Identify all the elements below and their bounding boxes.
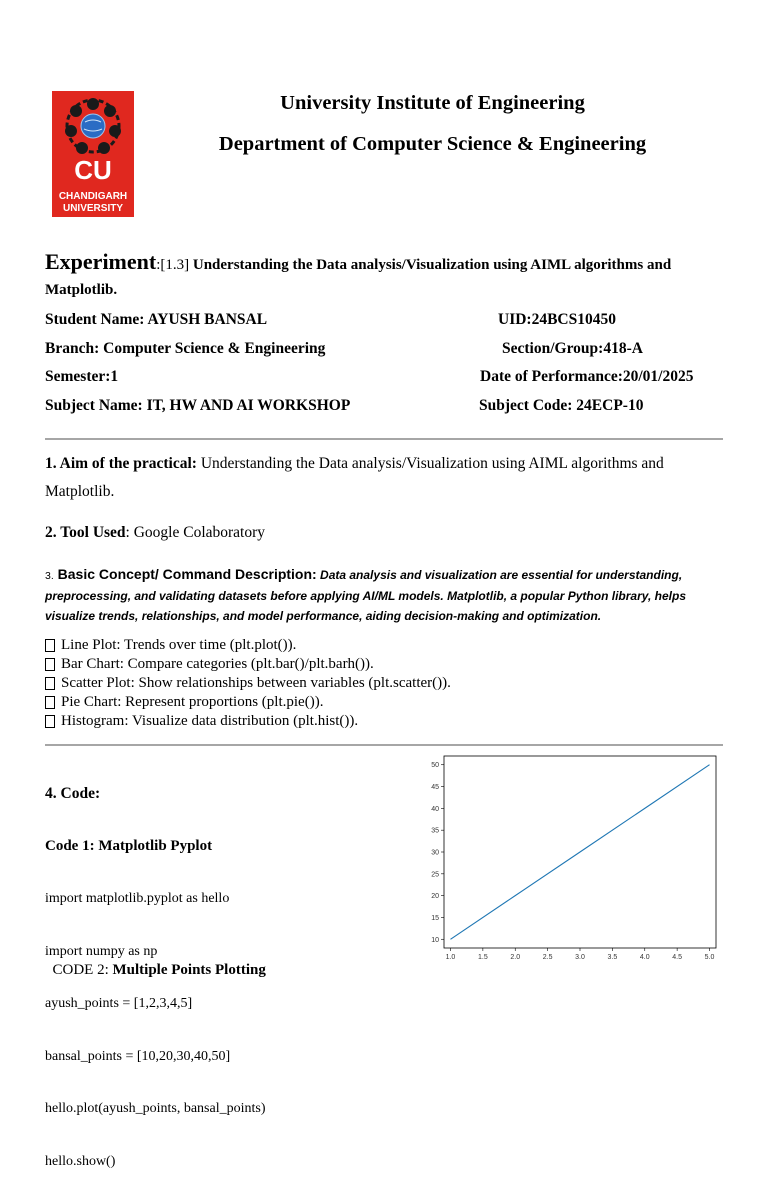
tool-text: : Google Colaboratory xyxy=(126,524,265,541)
uid: UID:24BCS10450 xyxy=(498,311,616,329)
list-item: Scatter Plot: Show relationships between variables (plt.scatter()). xyxy=(45,674,605,693)
subject-name: Subject Name: IT, HW AND AI WORKSHOP xyxy=(45,397,350,415)
code-line: bansal_points = [10,20,30,40,50] xyxy=(45,1048,265,1066)
y-tick-label: 15 xyxy=(431,915,439,922)
section-group: Section/Group:418-A xyxy=(502,340,643,358)
tool-section xyxy=(45,519,735,547)
experiment-heading xyxy=(45,249,735,303)
code2-title: Multiple Points Plotting xyxy=(113,962,266,978)
y-tick-label: 45 xyxy=(431,784,439,791)
x-tick-label: 1.0 xyxy=(446,954,456,961)
university-logo xyxy=(52,91,134,217)
gear-globe-icon xyxy=(65,98,121,154)
date-of-performance: Date of Performance:20/01/2025 xyxy=(480,368,693,386)
x-tick-label: 2.0 xyxy=(510,954,520,961)
y-tick-label: 35 xyxy=(431,828,439,835)
code2-heading xyxy=(45,944,266,979)
x-tick-label: 2.5 xyxy=(543,954,553,961)
list-item: Pie Chart: Represent proportions (plt.pie()). xyxy=(45,693,605,712)
concept-text: Data analysis and visualization are essential for understanding, preprocessing, and validating datasets before applying AI/ML models. Matplotlib, a popular Python library, helps visualize trends, relationships, and model performance, aiding decision-making and optimization. xyxy=(45,568,686,623)
logo-name-line2: UNIVERSITY xyxy=(63,203,123,214)
checkbox-glyph-icon xyxy=(45,658,55,671)
subject-code: Subject Code: 24ECP-10 xyxy=(479,397,643,415)
list-item: Bar Chart: Compare categories (plt.bar()/plt.barh()). xyxy=(45,655,605,674)
y-tick-label: 50 xyxy=(431,762,439,769)
experiment-number: :[1.3] xyxy=(156,257,189,273)
code-line: import numpy as np xyxy=(45,943,265,961)
checkbox-glyph-icon xyxy=(45,696,55,709)
aim-section xyxy=(45,450,735,506)
x-tick-label: 1.5 xyxy=(478,954,488,961)
divider xyxy=(45,438,723,440)
x-tick-label: 3.5 xyxy=(608,954,618,961)
y-tick-label: 25 xyxy=(431,871,439,878)
experiment-label: Experiment xyxy=(45,249,156,274)
tool-label: 2. Tool Used xyxy=(45,524,126,541)
list-item: Histogram: Visualize data distribution (plt.hist()). xyxy=(45,712,605,731)
student-name: Student Name: AYUSH BANSAL xyxy=(45,311,267,329)
checkbox-glyph-icon xyxy=(45,677,55,690)
y-tick-label: 40 xyxy=(431,806,439,813)
code1-title: Code 1: Matplotlib Pyplot xyxy=(45,838,265,856)
code2-prefix: CODE 2: xyxy=(53,962,113,978)
checkbox-glyph-icon xyxy=(45,639,55,652)
logo-name-line1: CHANDIGARH xyxy=(59,191,127,202)
code-line: import matplotlib.pyplot as hello xyxy=(45,890,265,908)
code-line: hello.plot(ayush_points, bansal_points) xyxy=(45,1100,265,1118)
aim-label: 1. Aim of the practical: xyxy=(45,455,197,472)
code-label: 4. Code: xyxy=(45,785,265,803)
code-line: ayush_points = [1,2,3,4,5] xyxy=(45,995,265,1013)
code-line: hello.show() xyxy=(45,1153,265,1171)
y-tick-label: 20 xyxy=(431,893,439,900)
concept-label: Basic Concept/ Command Description: xyxy=(54,566,317,582)
x-tick-label: 5.0 xyxy=(705,954,715,961)
institute-title: University Institute of Engineering xyxy=(150,92,715,115)
semester: Semester:1 xyxy=(45,368,118,386)
logo-initials: CU xyxy=(74,155,112,185)
list-item: Line Plot: Trends over time (plt.plot()). xyxy=(45,636,605,655)
concept-number: 3. xyxy=(45,570,54,582)
department-title: Department of Computer Science & Engineering xyxy=(150,133,715,156)
y-tick-label: 10 xyxy=(431,937,439,944)
branch: Branch: Computer Science & Engineering xyxy=(45,340,325,358)
y-tick-label: 30 xyxy=(431,850,439,857)
x-tick-label: 4.0 xyxy=(640,954,650,961)
checkbox-glyph-icon xyxy=(45,715,55,728)
plot-types-list xyxy=(45,636,605,731)
x-tick-label: 3.0 xyxy=(575,954,585,961)
aim-text: Understanding the Data analysis/Visualization using AIML algorithms and Matplotlib. xyxy=(45,455,664,500)
experiment-title: Understanding the Data analysis/Visualization using AIML algorithms and Matplotlib. xyxy=(45,257,671,298)
concept-section xyxy=(45,565,725,626)
divider xyxy=(45,744,723,746)
x-tick-label: 4.5 xyxy=(672,954,682,961)
line-chart xyxy=(420,752,720,964)
